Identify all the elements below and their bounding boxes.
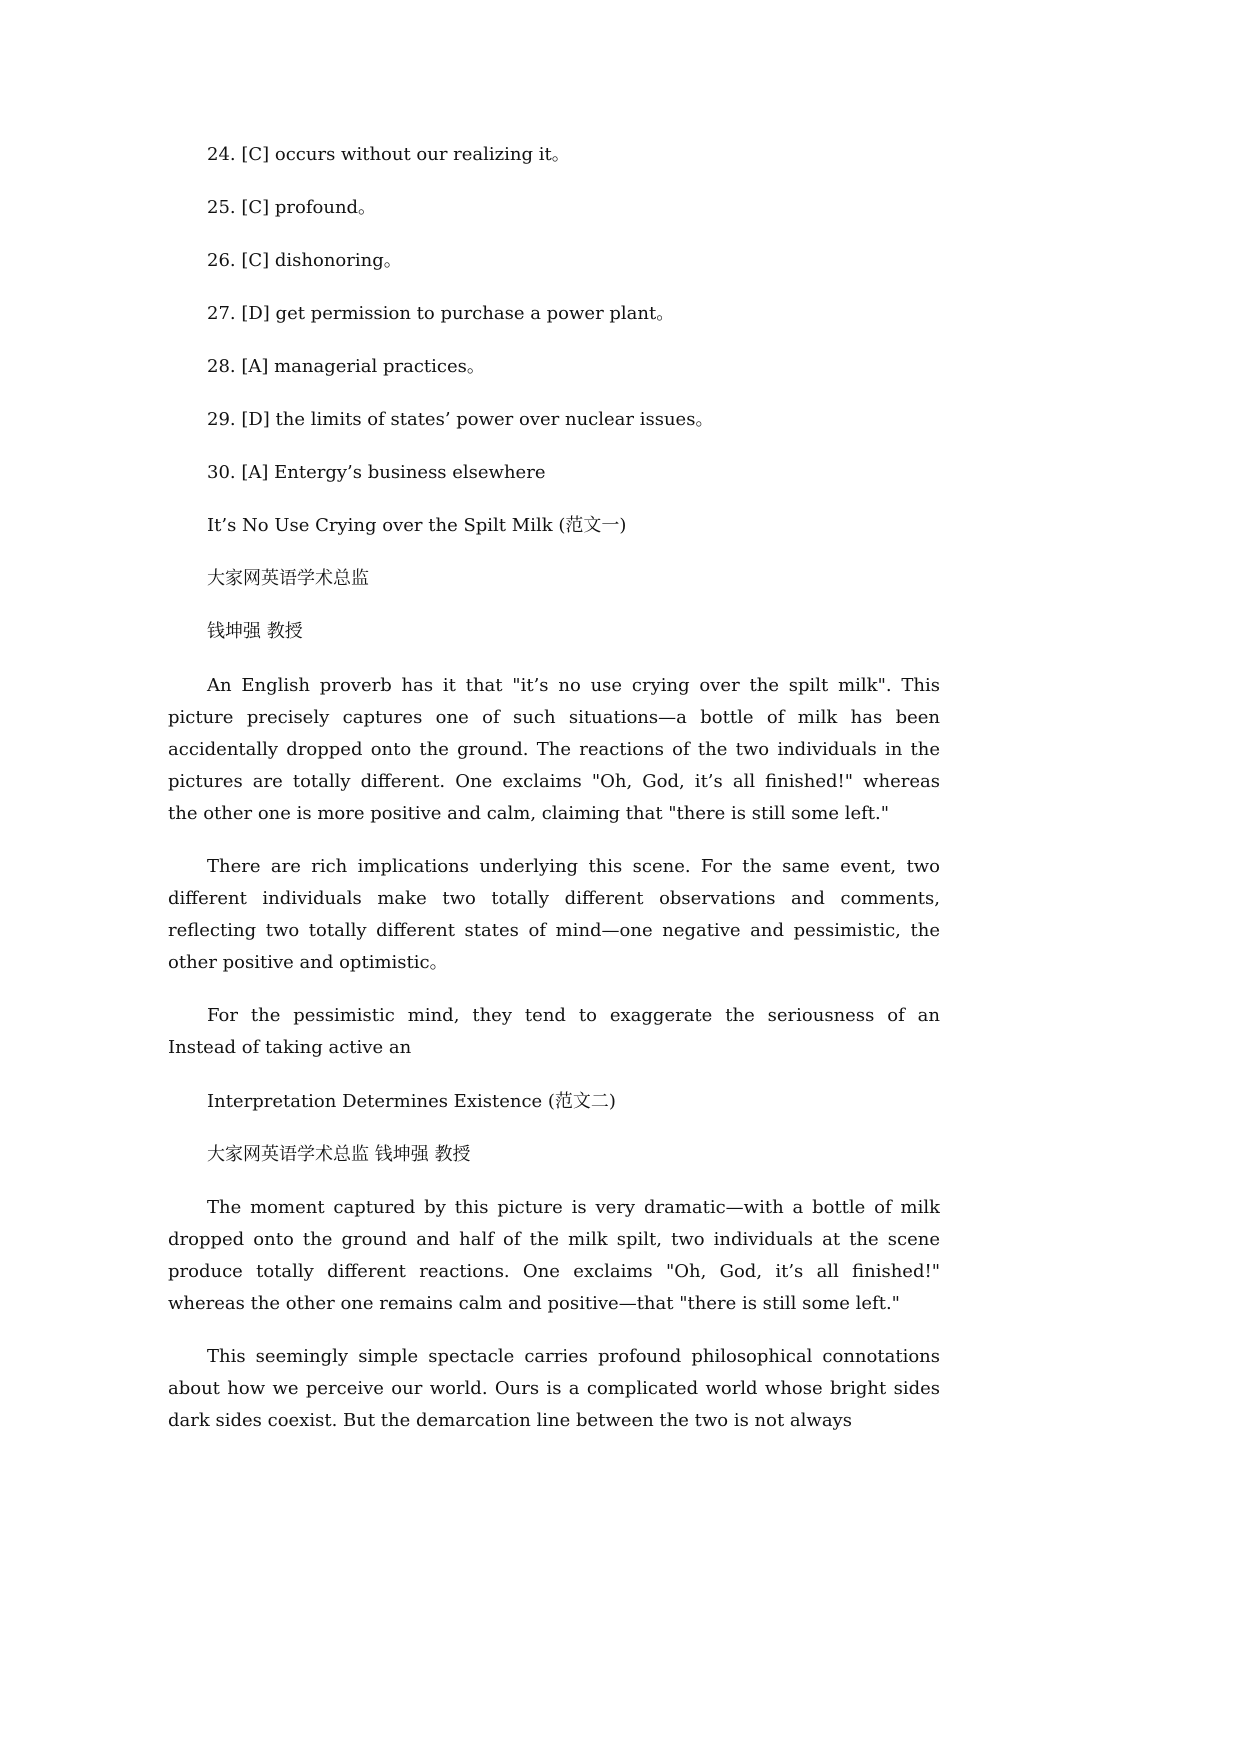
paragraph-line: pictures are totally different. One exclaims "Oh, God, it’s all finished!" whereas — [168, 771, 940, 792]
essay-title: It’s No Use Crying over the Spilt Milk (范文一) — [207, 515, 627, 536]
paragraph-line: other positive and optimistic。 — [168, 952, 448, 973]
paragraph-line: about how we perceive our world. Ours is a complicated world whose bright sides — [168, 1378, 940, 1399]
paragraph-line: For the pessimistic mind, they tend to exaggerate the seriousness of an — [207, 1005, 940, 1026]
paragraph — [168, 1000, 940, 1064]
paragraph-line: reflecting two totally different states of mind—one negative and pessimistic, the — [168, 920, 940, 941]
paragraph-line: The moment captured by this picture is very dramatic—with a bottle of milk — [207, 1197, 940, 1218]
paragraph — [168, 670, 940, 830]
paragraph-line: the other one is more positive and calm, claiming that "there is still some left." — [168, 803, 890, 824]
essay-title: Interpretation Determines Existence (范文二) — [207, 1091, 616, 1112]
paragraph-line: picture precisely captures one of such situations—a bottle of milk has been — [168, 707, 940, 728]
essay-author-name: 钱坤强 教授 — [207, 621, 303, 642]
paragraph-line: An English proverb has it that "it’s no use crying over the spilt milk". This — [207, 675, 940, 696]
essay-author: 大家网英语学术总监 钱坤强 教授 — [207, 1144, 471, 1165]
answer-item: 27. [D] get permission to purchase a power plant。 — [207, 303, 675, 324]
paragraph — [168, 1192, 940, 1320]
paragraph — [168, 851, 940, 979]
answer-item: 26. [C] dishonoring。 — [207, 250, 402, 271]
paragraph-line: different individuals make two totally different observations and comments, — [168, 888, 940, 909]
answer-item: 30. [A] Entergy’s business elsewhere — [207, 462, 546, 483]
answer-item: 29. [D] the limits of states’ power over nuclear issues。 — [207, 409, 714, 430]
paragraph-line: This seemingly simple spectacle carries profound philosophical connotations — [207, 1346, 940, 1367]
answer-item: 24. [C] occurs without our realizing it。 — [207, 144, 570, 165]
paragraph — [168, 1341, 940, 1437]
paragraph-line: Instead of taking active an — [168, 1037, 412, 1058]
paragraph-line: dark sides coexist. But the demarcation line between the two is not always — [168, 1410, 852, 1431]
answer-item: 25. [C] profound。 — [207, 197, 377, 218]
essay-author-title: 大家网英语学术总监 — [207, 568, 369, 589]
paragraph-line: produce totally different reactions. One exclaims "Oh, God, it’s all finished!" — [168, 1261, 940, 1282]
paragraph-line: There are rich implications underlying this scene. For the same event, two — [207, 856, 940, 877]
answer-item: 28. [A] managerial practices。 — [207, 356, 485, 377]
paragraph-line: dropped onto the ground and half of the milk spilt, two individuals at the scene — [168, 1229, 940, 1250]
paragraph-line: accidentally dropped onto the ground. The reactions of the two individuals in the — [168, 739, 940, 760]
paragraph-line: whereas the other one remains calm and positive—that "there is still some left." — [168, 1293, 900, 1314]
